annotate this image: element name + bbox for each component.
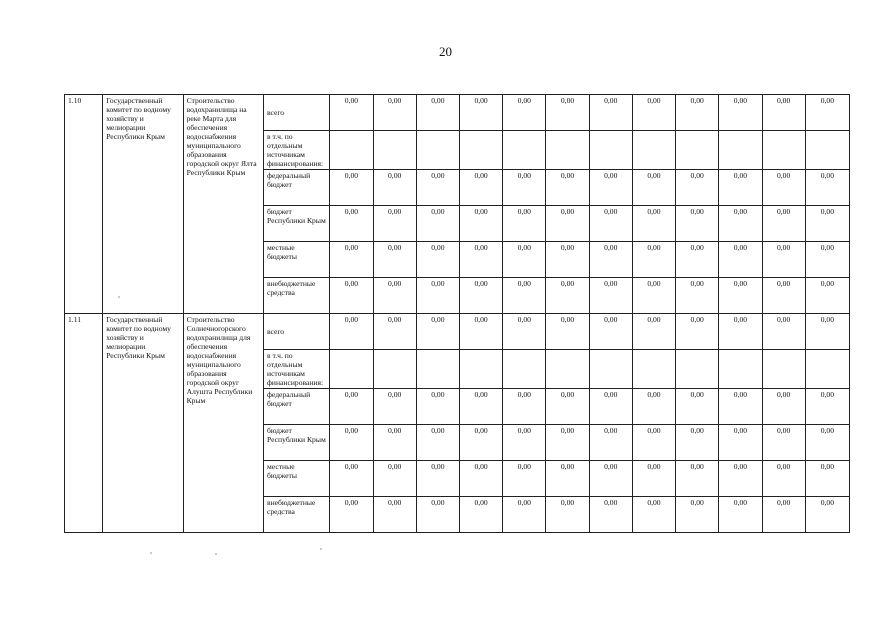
- value-cell: 0,00: [589, 278, 632, 314]
- value-cell: [805, 350, 849, 389]
- value-cell: 0,00: [676, 242, 719, 278]
- table-row: [65, 314, 850, 350]
- value-cell: 0,00: [589, 389, 632, 425]
- funding-source-label: всего: [264, 95, 330, 131]
- scan-speck: [118, 296, 120, 298]
- value-cell: 0,00: [762, 278, 805, 314]
- value-cell: 0,00: [330, 389, 373, 425]
- value-cell: 0,00: [373, 206, 416, 242]
- value-cell: 0,00: [719, 170, 762, 206]
- value-cell: 0,00: [805, 95, 849, 131]
- value-cell: [676, 350, 719, 389]
- value-cell: 0,00: [459, 497, 502, 533]
- funding-source-label: в т.ч. по отдельным источникам финансирования:: [264, 131, 330, 170]
- value-cell: 0,00: [416, 206, 459, 242]
- value-cell: 0,00: [805, 389, 849, 425]
- value-cell: 0,00: [373, 278, 416, 314]
- value-cell: 0,00: [632, 170, 675, 206]
- value-cell: 0,00: [589, 242, 632, 278]
- value-cell: [762, 131, 805, 170]
- value-cell: 0,00: [632, 95, 675, 131]
- value-cell: 0,00: [805, 206, 849, 242]
- value-cell: 0,00: [459, 314, 502, 350]
- value-cell: 0,00: [719, 389, 762, 425]
- value-cell: 0,00: [719, 497, 762, 533]
- table-row: [65, 95, 850, 131]
- value-cell: 0,00: [330, 242, 373, 278]
- value-cell: 0,00: [416, 242, 459, 278]
- value-cell: 0,00: [459, 170, 502, 206]
- value-cell: 0,00: [719, 425, 762, 461]
- value-cell: 0,00: [676, 206, 719, 242]
- value-cell: 0,00: [632, 425, 675, 461]
- value-cell: [546, 350, 589, 389]
- value-cell: 0,00: [373, 170, 416, 206]
- value-cell: 0,00: [459, 242, 502, 278]
- value-cell: 0,00: [459, 425, 502, 461]
- value-cell: 0,00: [373, 425, 416, 461]
- value-cell: 0,00: [416, 461, 459, 497]
- value-cell: 0,00: [589, 425, 632, 461]
- value-cell: 0,00: [676, 278, 719, 314]
- agency-cell: Государственный комитет по водному хозяйству и мелиорации Республики Крым: [103, 314, 183, 533]
- value-cell: [330, 131, 373, 170]
- value-cell: 0,00: [589, 206, 632, 242]
- value-cell: 0,00: [503, 389, 546, 425]
- value-cell: 0,00: [503, 170, 546, 206]
- value-cell: 0,00: [503, 278, 546, 314]
- value-cell: 0,00: [805, 170, 849, 206]
- value-cell: 0,00: [676, 497, 719, 533]
- value-cell: 0,00: [330, 497, 373, 533]
- value-cell: 0,00: [632, 461, 675, 497]
- item-number: 1.10: [65, 95, 103, 314]
- value-cell: 0,00: [330, 461, 373, 497]
- value-cell: 0,00: [719, 461, 762, 497]
- value-cell: 0,00: [805, 425, 849, 461]
- value-cell: 0,00: [459, 278, 502, 314]
- value-cell: [373, 350, 416, 389]
- value-cell: 0,00: [546, 314, 589, 350]
- value-cell: 0,00: [503, 314, 546, 350]
- item-number: 1.11: [65, 314, 103, 533]
- value-cell: [589, 350, 632, 389]
- value-cell: 0,00: [589, 497, 632, 533]
- value-cell: 0,00: [373, 242, 416, 278]
- value-cell: 0,00: [546, 425, 589, 461]
- value-cell: 0,00: [762, 206, 805, 242]
- value-cell: 0,00: [373, 314, 416, 350]
- value-cell: 0,00: [373, 389, 416, 425]
- value-cell: 0,00: [762, 314, 805, 350]
- value-cell: 0,00: [416, 278, 459, 314]
- value-cell: 0,00: [805, 242, 849, 278]
- funding-source-label: внебюджетные средства: [264, 497, 330, 533]
- value-cell: 0,00: [762, 497, 805, 533]
- value-cell: 0,00: [503, 425, 546, 461]
- value-cell: 0,00: [589, 314, 632, 350]
- value-cell: 0,00: [330, 425, 373, 461]
- value-cell: [719, 131, 762, 170]
- funding-source-label: внебюджетные средства: [264, 278, 330, 314]
- scan-speck: [320, 548, 322, 550]
- value-cell: 0,00: [805, 314, 849, 350]
- value-cell: [762, 350, 805, 389]
- value-cell: 0,00: [459, 95, 502, 131]
- value-cell: 0,00: [330, 278, 373, 314]
- funding-source-label: федеральный бюджет: [264, 170, 330, 206]
- value-cell: 0,00: [503, 95, 546, 131]
- value-cell: 0,00: [589, 170, 632, 206]
- value-cell: 0,00: [676, 95, 719, 131]
- value-cell: 0,00: [416, 170, 459, 206]
- value-cell: 0,00: [373, 95, 416, 131]
- value-cell: 0,00: [373, 461, 416, 497]
- value-cell: 0,00: [805, 497, 849, 533]
- page-number: 20: [439, 44, 452, 59]
- value-cell: 0,00: [805, 461, 849, 497]
- scan-speck: [215, 553, 217, 555]
- financing-table: [64, 94, 850, 533]
- value-cell: [805, 131, 849, 170]
- value-cell: 0,00: [719, 242, 762, 278]
- value-cell: [546, 131, 589, 170]
- value-cell: 0,00: [546, 242, 589, 278]
- value-cell: 0,00: [330, 170, 373, 206]
- value-cell: 0,00: [546, 206, 589, 242]
- value-cell: 0,00: [416, 314, 459, 350]
- value-cell: 0,00: [762, 425, 805, 461]
- value-cell: 0,00: [676, 425, 719, 461]
- value-cell: 0,00: [546, 497, 589, 533]
- value-cell: 0,00: [459, 206, 502, 242]
- value-cell: [719, 350, 762, 389]
- agency-cell: Государственный комитет по водному хозяйству и мелиорации Республики Крым: [103, 95, 183, 314]
- value-cell: 0,00: [546, 170, 589, 206]
- scan-speck: [150, 552, 152, 554]
- value-cell: [459, 131, 502, 170]
- value-cell: [416, 131, 459, 170]
- value-cell: 0,00: [676, 170, 719, 206]
- value-cell: 0,00: [676, 461, 719, 497]
- value-cell: 0,00: [416, 425, 459, 461]
- value-cell: 0,00: [373, 497, 416, 533]
- value-cell: [589, 131, 632, 170]
- value-cell: 0,00: [632, 278, 675, 314]
- value-cell: 0,00: [762, 389, 805, 425]
- value-cell: 0,00: [589, 95, 632, 131]
- value-cell: 0,00: [416, 389, 459, 425]
- value-cell: 0,00: [676, 389, 719, 425]
- value-cell: 0,00: [546, 95, 589, 131]
- value-cell: 0,00: [676, 314, 719, 350]
- value-cell: 0,00: [762, 461, 805, 497]
- value-cell: 0,00: [416, 497, 459, 533]
- value-cell: 0,00: [632, 206, 675, 242]
- value-cell: 0,00: [546, 389, 589, 425]
- value-cell: 0,00: [762, 170, 805, 206]
- value-cell: [632, 350, 675, 389]
- value-cell: 0,00: [546, 461, 589, 497]
- value-cell: [676, 131, 719, 170]
- value-cell: 0,00: [416, 95, 459, 131]
- value-cell: 0,00: [632, 242, 675, 278]
- value-cell: 0,00: [330, 314, 373, 350]
- value-cell: 0,00: [330, 206, 373, 242]
- value-cell: 0,00: [503, 461, 546, 497]
- value-cell: 0,00: [719, 314, 762, 350]
- value-cell: 0,00: [805, 278, 849, 314]
- value-cell: 0,00: [330, 95, 373, 131]
- funding-source-label: в т.ч. по отдельным источникам финансирования:: [264, 350, 330, 389]
- value-cell: 0,00: [762, 242, 805, 278]
- funding-source-label: местные бюджеты: [264, 242, 330, 278]
- funding-source-label: бюджет Республики Крым: [264, 206, 330, 242]
- value-cell: 0,00: [503, 497, 546, 533]
- value-cell: [503, 131, 546, 170]
- project-cell: Строительство водохранилища на реке Марта для обеспечения водоснабжения муниципального образования городской округ Ялта Республики Крым: [183, 95, 263, 314]
- value-cell: [503, 350, 546, 389]
- funding-source-label: федеральный бюджет: [264, 389, 330, 425]
- value-cell: 0,00: [719, 95, 762, 131]
- value-cell: 0,00: [762, 95, 805, 131]
- funding-source-label: местные бюджеты: [264, 461, 330, 497]
- value-cell: [416, 350, 459, 389]
- value-cell: 0,00: [719, 206, 762, 242]
- value-cell: 0,00: [719, 278, 762, 314]
- value-cell: 0,00: [632, 389, 675, 425]
- value-cell: 0,00: [459, 389, 502, 425]
- funding-source-label: бюджет Республики Крым: [264, 425, 330, 461]
- value-cell: 0,00: [546, 278, 589, 314]
- value-cell: 0,00: [589, 461, 632, 497]
- project-cell: Строительство Солнечногорского водохранилища для обеспечения водоснабжения муниципального образования городской округ Алушта Республики Крым: [183, 314, 263, 533]
- value-cell: 0,00: [459, 461, 502, 497]
- value-cell: [632, 131, 675, 170]
- value-cell: [459, 350, 502, 389]
- value-cell: 0,00: [503, 242, 546, 278]
- value-cell: 0,00: [632, 314, 675, 350]
- value-cell: 0,00: [632, 497, 675, 533]
- funding-source-label: всего: [264, 314, 330, 350]
- value-cell: [373, 131, 416, 170]
- value-cell: 0,00: [503, 206, 546, 242]
- value-cell: [330, 350, 373, 389]
